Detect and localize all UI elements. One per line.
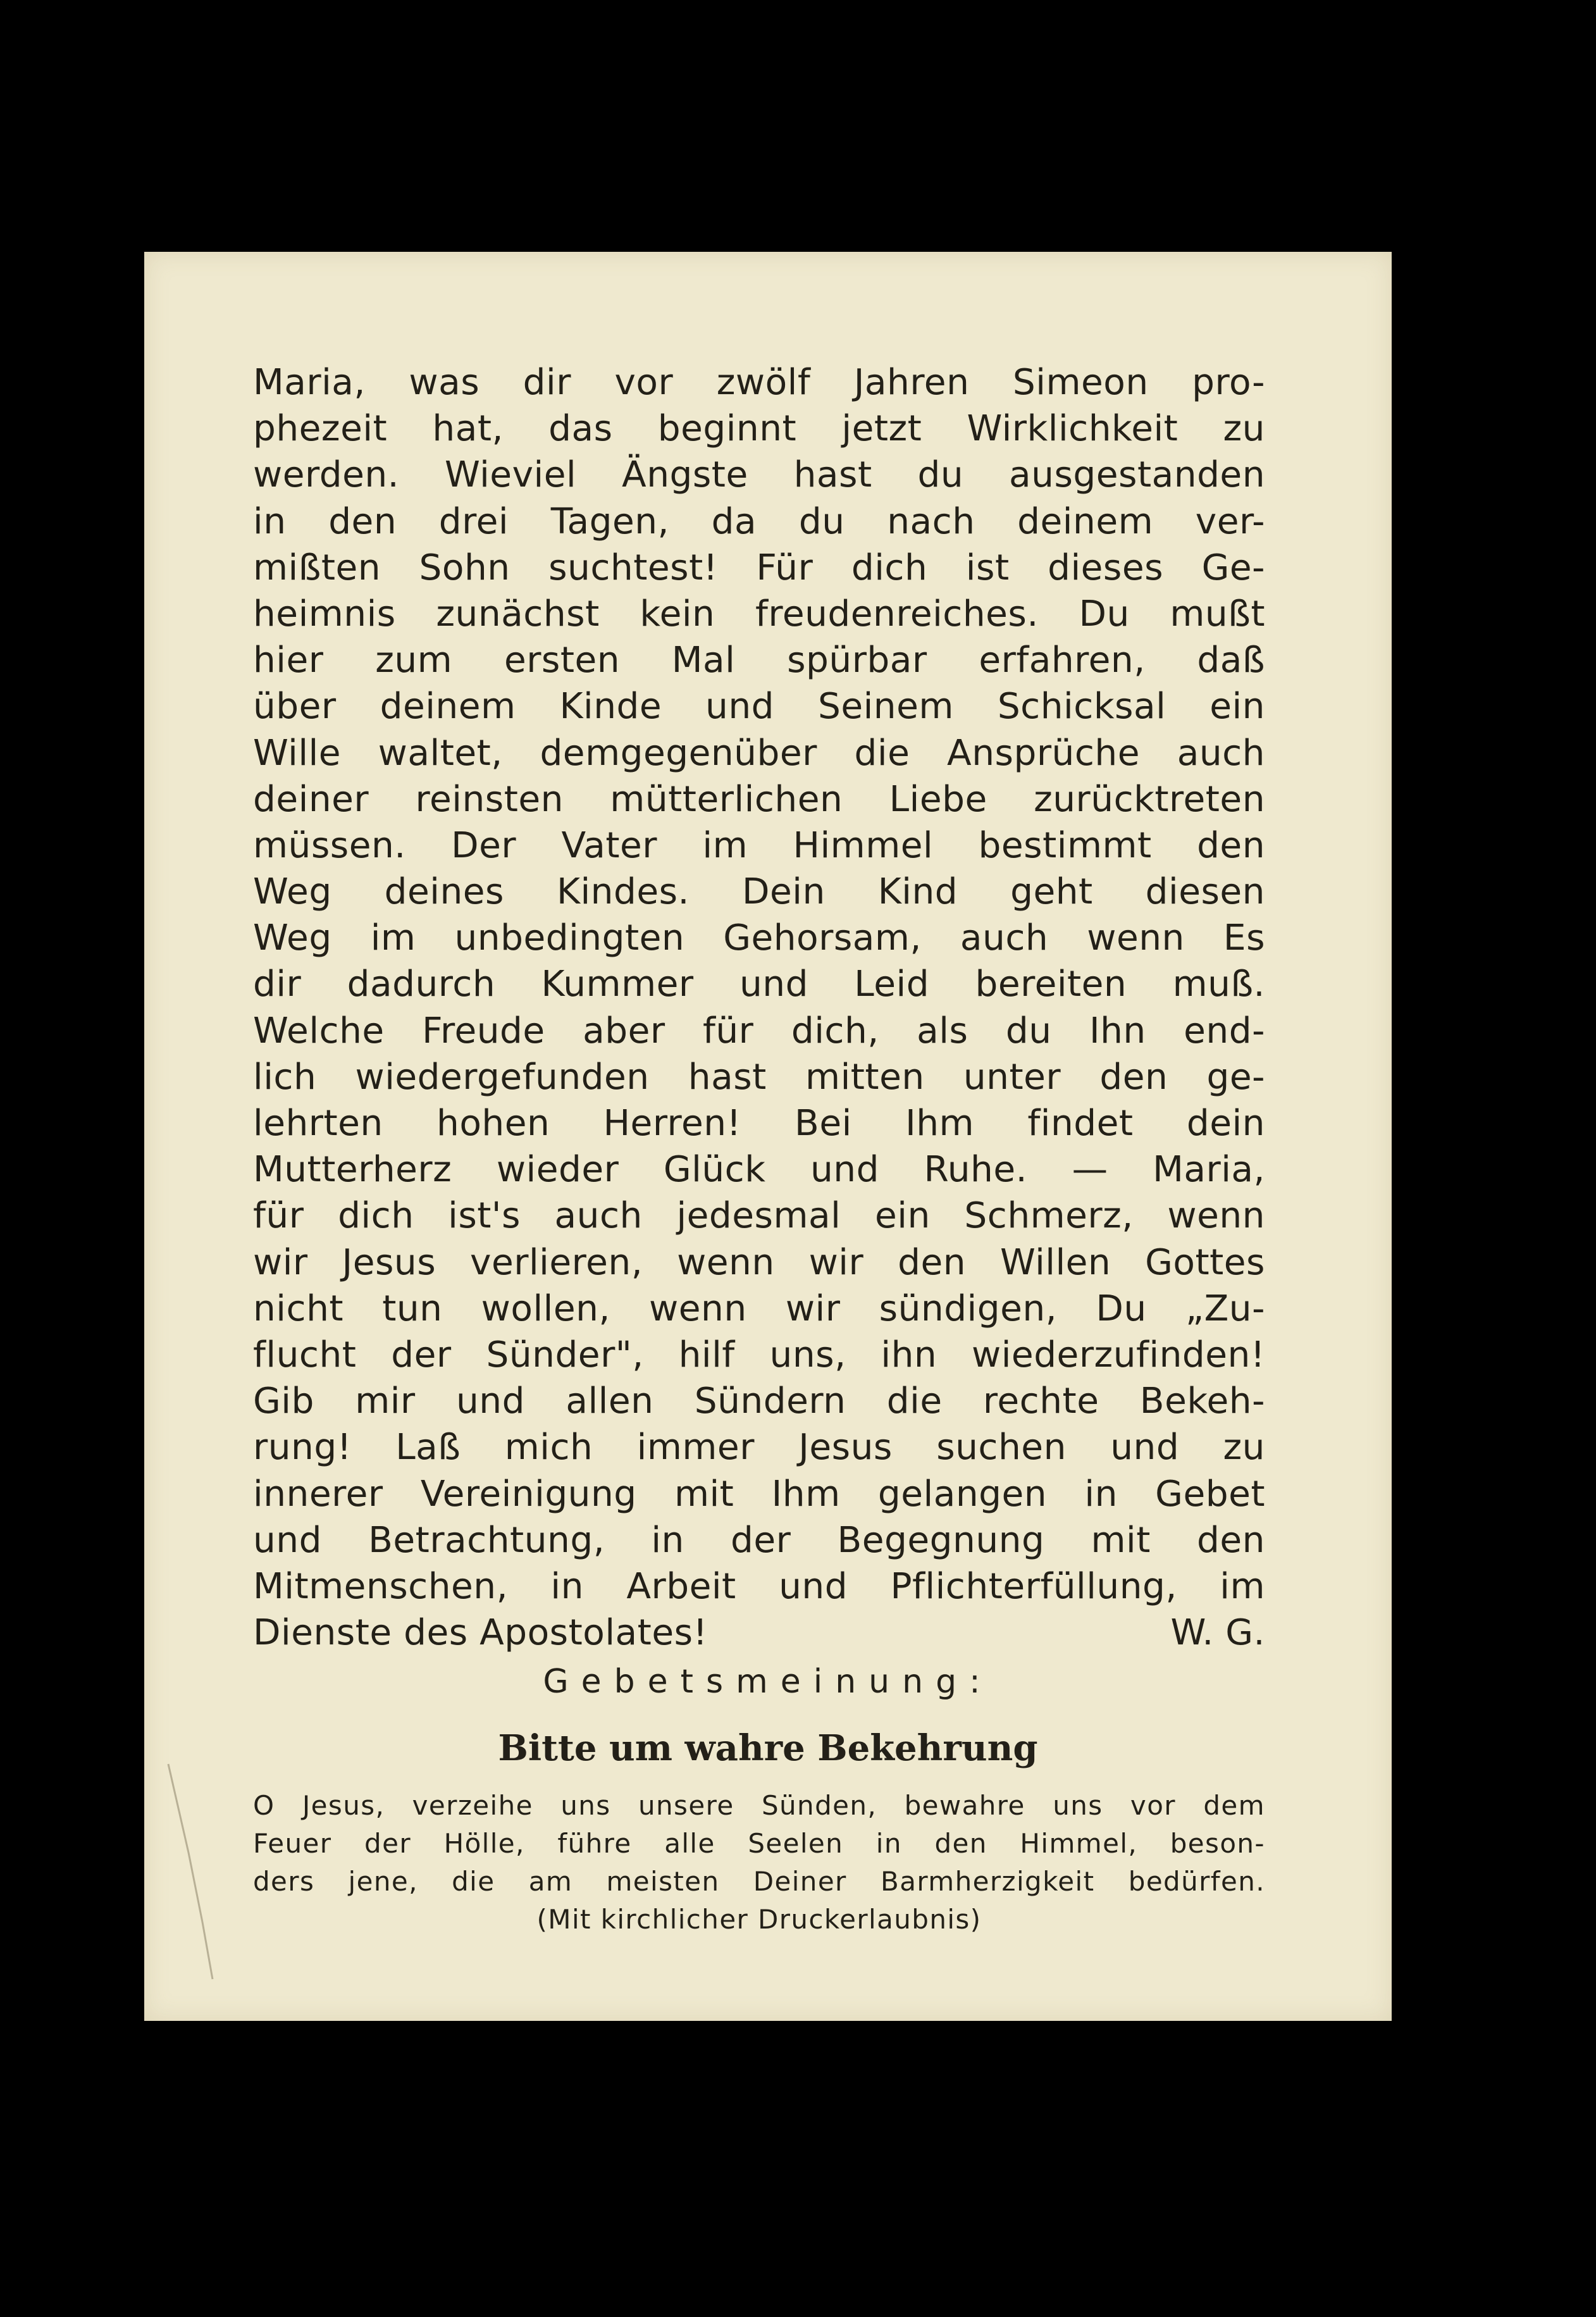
text-line-last: [253, 1610, 1265, 1656]
text-line: nicht tun wollen, wenn wir sündigen, Du „Zu-: [253, 1288, 1265, 1329]
text-line: rung! Laß mich immer Jesus suchen und zu: [253, 1427, 1265, 1469]
text-line: mißten Sohn suchtest! Für dich ist dieses Ge-: [253, 547, 1265, 588]
prayer-intention-title: Bitte um wahre Bekehrung: [498, 1727, 1038, 1769]
closing-text: Dienste des Apostolates!: [253, 1612, 708, 1654]
text-line: und Betrachtung, in der Begegnung mit den: [253, 1519, 1265, 1561]
text-line: wir Jesus verlieren, wenn wir den Willen Gottes: [253, 1241, 1265, 1283]
text-line: phezeit hat, das beginnt jetzt Wirklichkeit zu: [253, 408, 1265, 450]
text-line: lehrten hohen Herren! Bei Ihm findet dein: [253, 1103, 1265, 1144]
prayer-line: Feuer der Hölle, führe alle Seelen in den Himmel, beson-: [253, 1828, 1265, 1859]
text-line: lich wiedergefunden hast mitten unter den ge-: [253, 1056, 1265, 1098]
text-line: flucht der Sünder", hilf uns, ihn wiederzufinden!: [253, 1334, 1265, 1376]
text-line: Weg deines Kindes. Dein Kind geht diesen: [253, 871, 1265, 913]
meditation-text: [253, 359, 1265, 1656]
text-line: Gib mir und allen Sündern die rechte Bekeh-: [253, 1381, 1265, 1422]
text-line: Mitmenschen, in Arbeit und Pflichterfüllung, im: [253, 1565, 1265, 1607]
text-line: über deinem Kinde und Seinem Schicksal ein: [253, 686, 1265, 728]
text-line: deiner reinsten mütterlichen Liebe zurücktreten: [253, 778, 1265, 820]
text-line: dir dadurch Kummer und Leid bereiten muß.: [253, 964, 1265, 1005]
text-line: innerer Vereinigung mit Ihm gelangen in Gebet: [253, 1473, 1265, 1515]
text-line: Welche Freude aber für dich, als du Ihn end-: [253, 1010, 1265, 1052]
prayer-intention-label: Gebetsmeinung:: [543, 1663, 993, 1701]
text-line: müssen. Der Vater im Himmel bestimmt den: [253, 824, 1265, 866]
prayer-card: [144, 252, 1392, 2021]
prayer-line: ders jene, die am meisten Deiner Barmherzigkeit bedürfen.: [253, 1866, 1265, 1897]
text-line: heimnis zunächst kein freudenreiches. Du mußt: [253, 593, 1265, 635]
text-line: Wille waltet, demgegenüber die Ansprüche auch: [253, 732, 1265, 774]
text-line: Mutterherz wieder Glück und Ruhe. — Maria,: [253, 1149, 1265, 1191]
author-signature: W. G.: [1170, 1612, 1265, 1654]
text-line: hier zum ersten Mal spürbar erfahren, daß: [253, 640, 1265, 681]
prayer-text: [253, 1787, 1265, 1939]
paper-crease: [163, 1758, 220, 1985]
imprimatur-note: (Mit kirchlicher Druckerlaubnis): [536, 1904, 982, 1935]
text-line: in den drei Tagen, da du nach deinem ver-: [253, 500, 1265, 542]
prayer-line: O Jesus, verzeihe uns unsere Sünden, bewahre uns vor dem: [253, 1790, 1265, 1821]
text-line: werden. Wieviel Ängste hast du ausgestanden: [253, 454, 1265, 496]
text-line: Weg im unbedingten Gehorsam, auch wenn Es: [253, 917, 1265, 959]
text-line: Maria, was dir vor zwölf Jahren Simeon pro-: [253, 362, 1265, 403]
text-line: für dich ist's auch jedesmal ein Schmerz, wenn: [253, 1195, 1265, 1237]
